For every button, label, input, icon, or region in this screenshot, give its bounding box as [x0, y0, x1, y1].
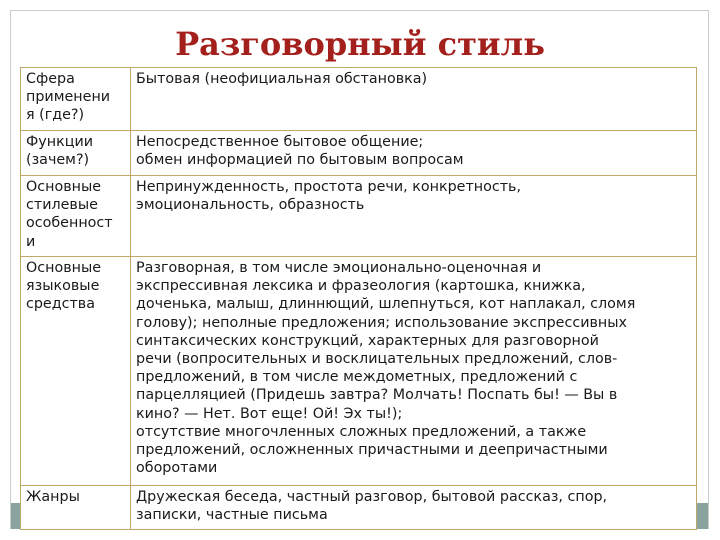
row-label-cell — [21, 68, 131, 131]
row-content-cell — [131, 68, 697, 131]
row-label-cell — [21, 176, 131, 257]
row-content-cell — [131, 176, 697, 257]
row-label: Функции (зачем?) — [26, 134, 94, 169]
table-row — [21, 257, 697, 486]
row-content-cell — [131, 131, 697, 176]
slide-title: Разговорный стиль — [175, 25, 545, 63]
row-label-cell — [21, 486, 131, 530]
row-label-cell — [21, 131, 131, 176]
row-label: Основные языковые средства — [26, 260, 102, 313]
row-label-cell — [21, 257, 131, 486]
row-content: Непринужденность, простота речи, конкретность, эмоциональность, образность — [136, 179, 522, 214]
table-row — [21, 131, 697, 176]
style-characteristics-table — [20, 67, 697, 530]
row-content: Дружеская беседа, частный разговор, бытовой рассказ, спор, записки, частные письма — [136, 489, 608, 524]
table-row — [21, 486, 697, 530]
row-label: Жанры — [26, 489, 80, 505]
row-content: Бытовая (неофициальная обстановка) — [136, 71, 428, 87]
table-row — [21, 68, 697, 131]
row-label: Сфера применени я (где?) — [26, 71, 111, 124]
row-content: Непосредственное бытовое общение; обмен информацией по бытовым вопросам — [136, 134, 464, 169]
row-label: Основные стилевые особенност и — [26, 179, 113, 250]
row-content: Разговорная, в том числе эмоционально-оценочная и экспрессивная лексика и фразеология (картошка, книжка, доченька, малыш, длиннющий, шлепнуться, кот наплакал, сломя голову); неполные предложения; использование экспрессивных синтаксических конструкций, характерных для разговорной речи (вопросительных и восклицательных предложений, слов- предложений, в том числе междометных, предложений с парцелляцией (Придешь завтра? Молчать! Поспать бы! — Вы в кино? — Нет. Вот еще! Ой! Эх ты!); отсутствие многочленных сложных предложений, а также предложений, осложненных причастными и деепричастными оборотами — [136, 260, 636, 477]
row-content-cell — [131, 257, 697, 486]
table-row — [21, 176, 697, 257]
row-content-cell — [131, 486, 697, 530]
